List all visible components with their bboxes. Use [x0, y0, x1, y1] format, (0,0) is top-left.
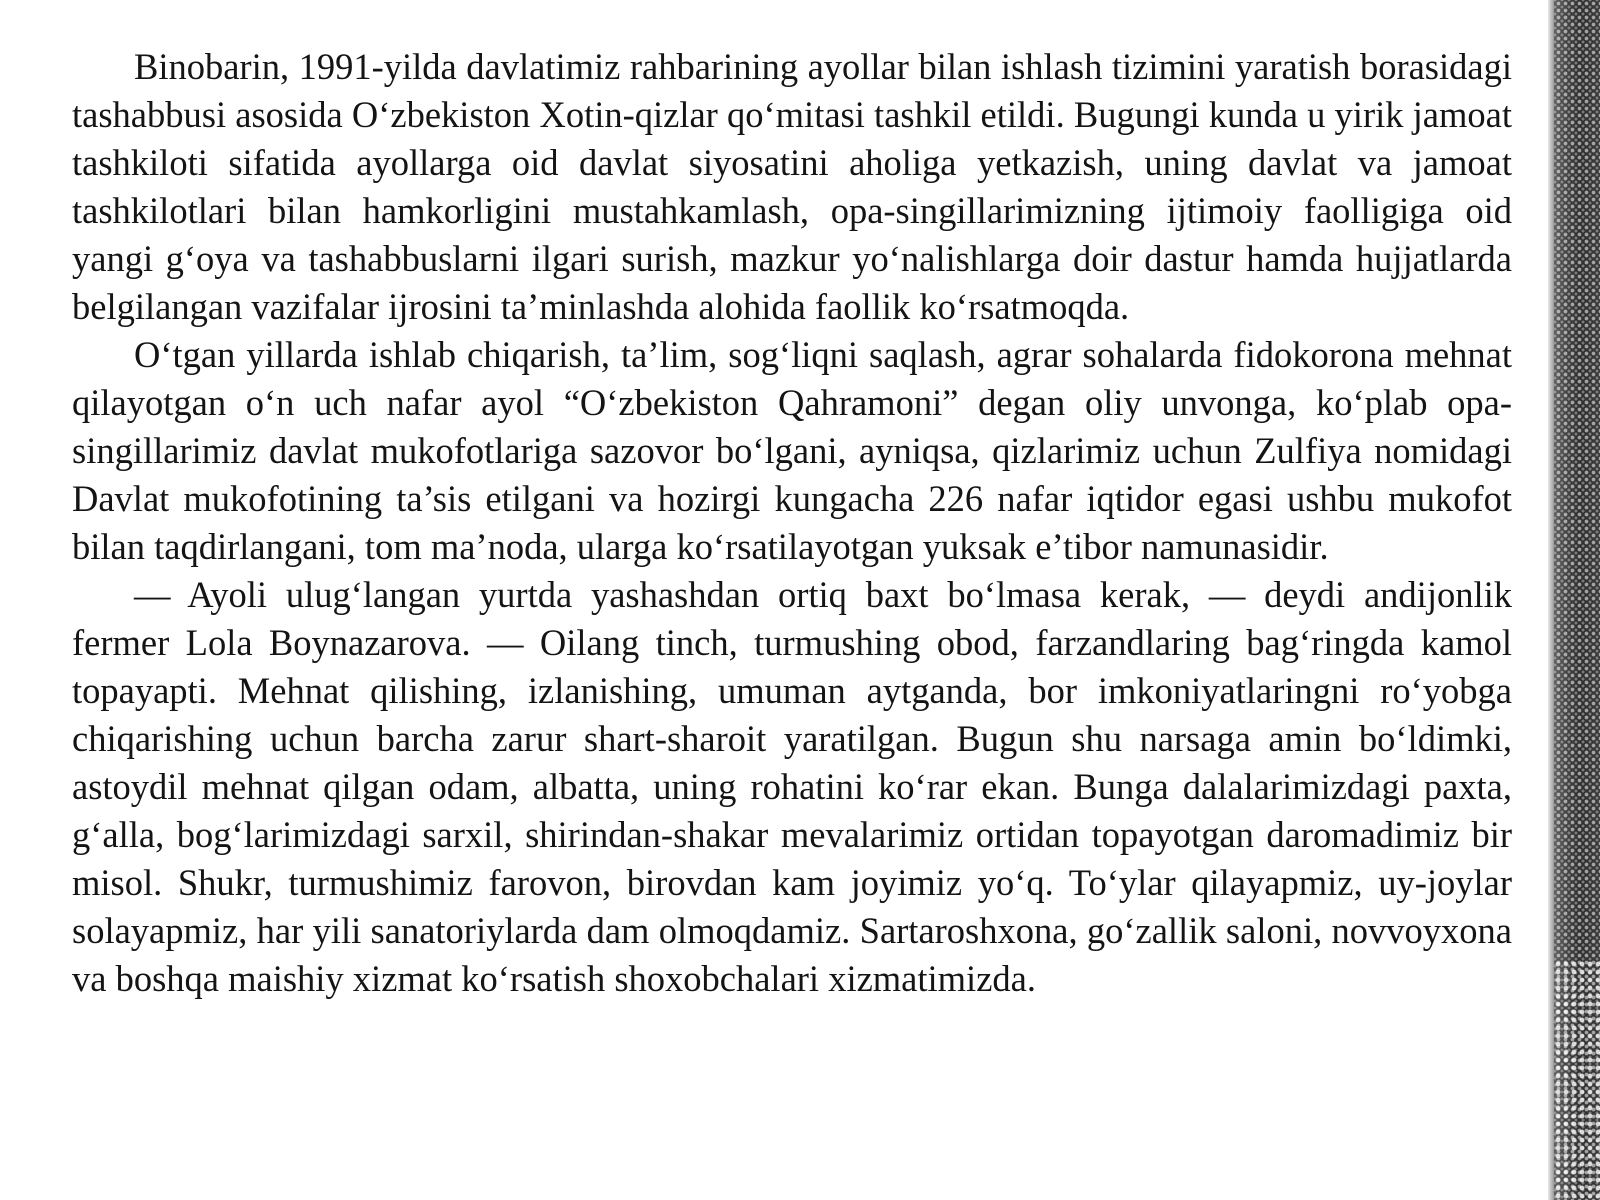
paragraph-3: — Ayoli ulug‘langan yurtda yashashdan ortiq baxt bo‘lmasa kerak, — deydi andijonlik fermer Lola Boynazarova. — Oilang tinch, turmushing obod, farzandlaring bag‘ringda kamol topayapti. Mehnat qilishing, izlanishing, umuman aytganda, bor imkoniyatlaringni ro‘yobga chiqarishing uchun barcha zarur shart-sharoit yaratilgan. Bugun shu narsaga amin bo‘ldimki, astoydil mehnat qilgan odam, albatta, uning rohatini ko‘rar ekan. Bunga dalalarimizdagi paxta, g‘alla, bog‘larimizdagi sarxil, shirindan-shakar mevalarimiz ortidan topayotgan daromadimiz bir misol. Shukr, turmushimiz farovon, birovdan kam joyimiz yo‘q. To‘ylar qilayapmiz, uy-joylar solayapmiz, har yili sanatoriylarda dam olmoqdamiz. Sartaroshxona, go‘zallik saloni, novvoyxona va boshqa maishiy xizmat ko‘rsatish shoxobchalari xizmatimizda.: [72, 574, 1512, 999]
decorative-edge-strip: [1548, 0, 1600, 1200]
paragraph-2: O‘tgan yillarda ishlab chiqarish, ta’lim, sog‘liqni saqlash, agrar sohalarda fidokorona mehnat qilayotgan o‘n uch nafar ayol “O‘zbekiston Qahramoni” degan oliy unvonga, ko‘plab opa-singillarimiz davlat mukofotlariga sazovor bo‘lgani, ayniqsa, qizlarimiz uchun Zulfiya nomidagi Davlat mukofotining ta’sis etilgani va hozirgi kungacha 226 nafar iqtidor egasi ushbu mukofot bilan taqdirlangani, tom ma’noda, ularga ko‘rsatilayotgan yuksak e’tibor namunasidir.: [72, 334, 1512, 567]
document-body: [72, 43, 1512, 1003]
paragraph-1: Binobarin, 1991-yilda davlatimiz rahbarining ayollar bilan ishlash tizimini yaratish borasidagi tashabbusi asosida O‘zbekiston Xotin-qizlar qo‘mitasi tashkil etildi. Bugungi kunda u yirik jamoat tashkiloti sifatida ayollarga oid davlat siyosatini aholiga yetkazish, uning davlat va jamoat tashkilotlari bilan hamkorligini mustahkamlash, opa-singillarimizning ijtimoiy faolligiga oid yangi g‘oya va tashabbuslarni ilgari surish, mazkur yo‘nalishlarga doir dastur hamda hujjatlarda belgilangan vazifalar ijrosini ta’minlashda alohida faollik ko‘rsatmoqda.: [72, 46, 1512, 327]
